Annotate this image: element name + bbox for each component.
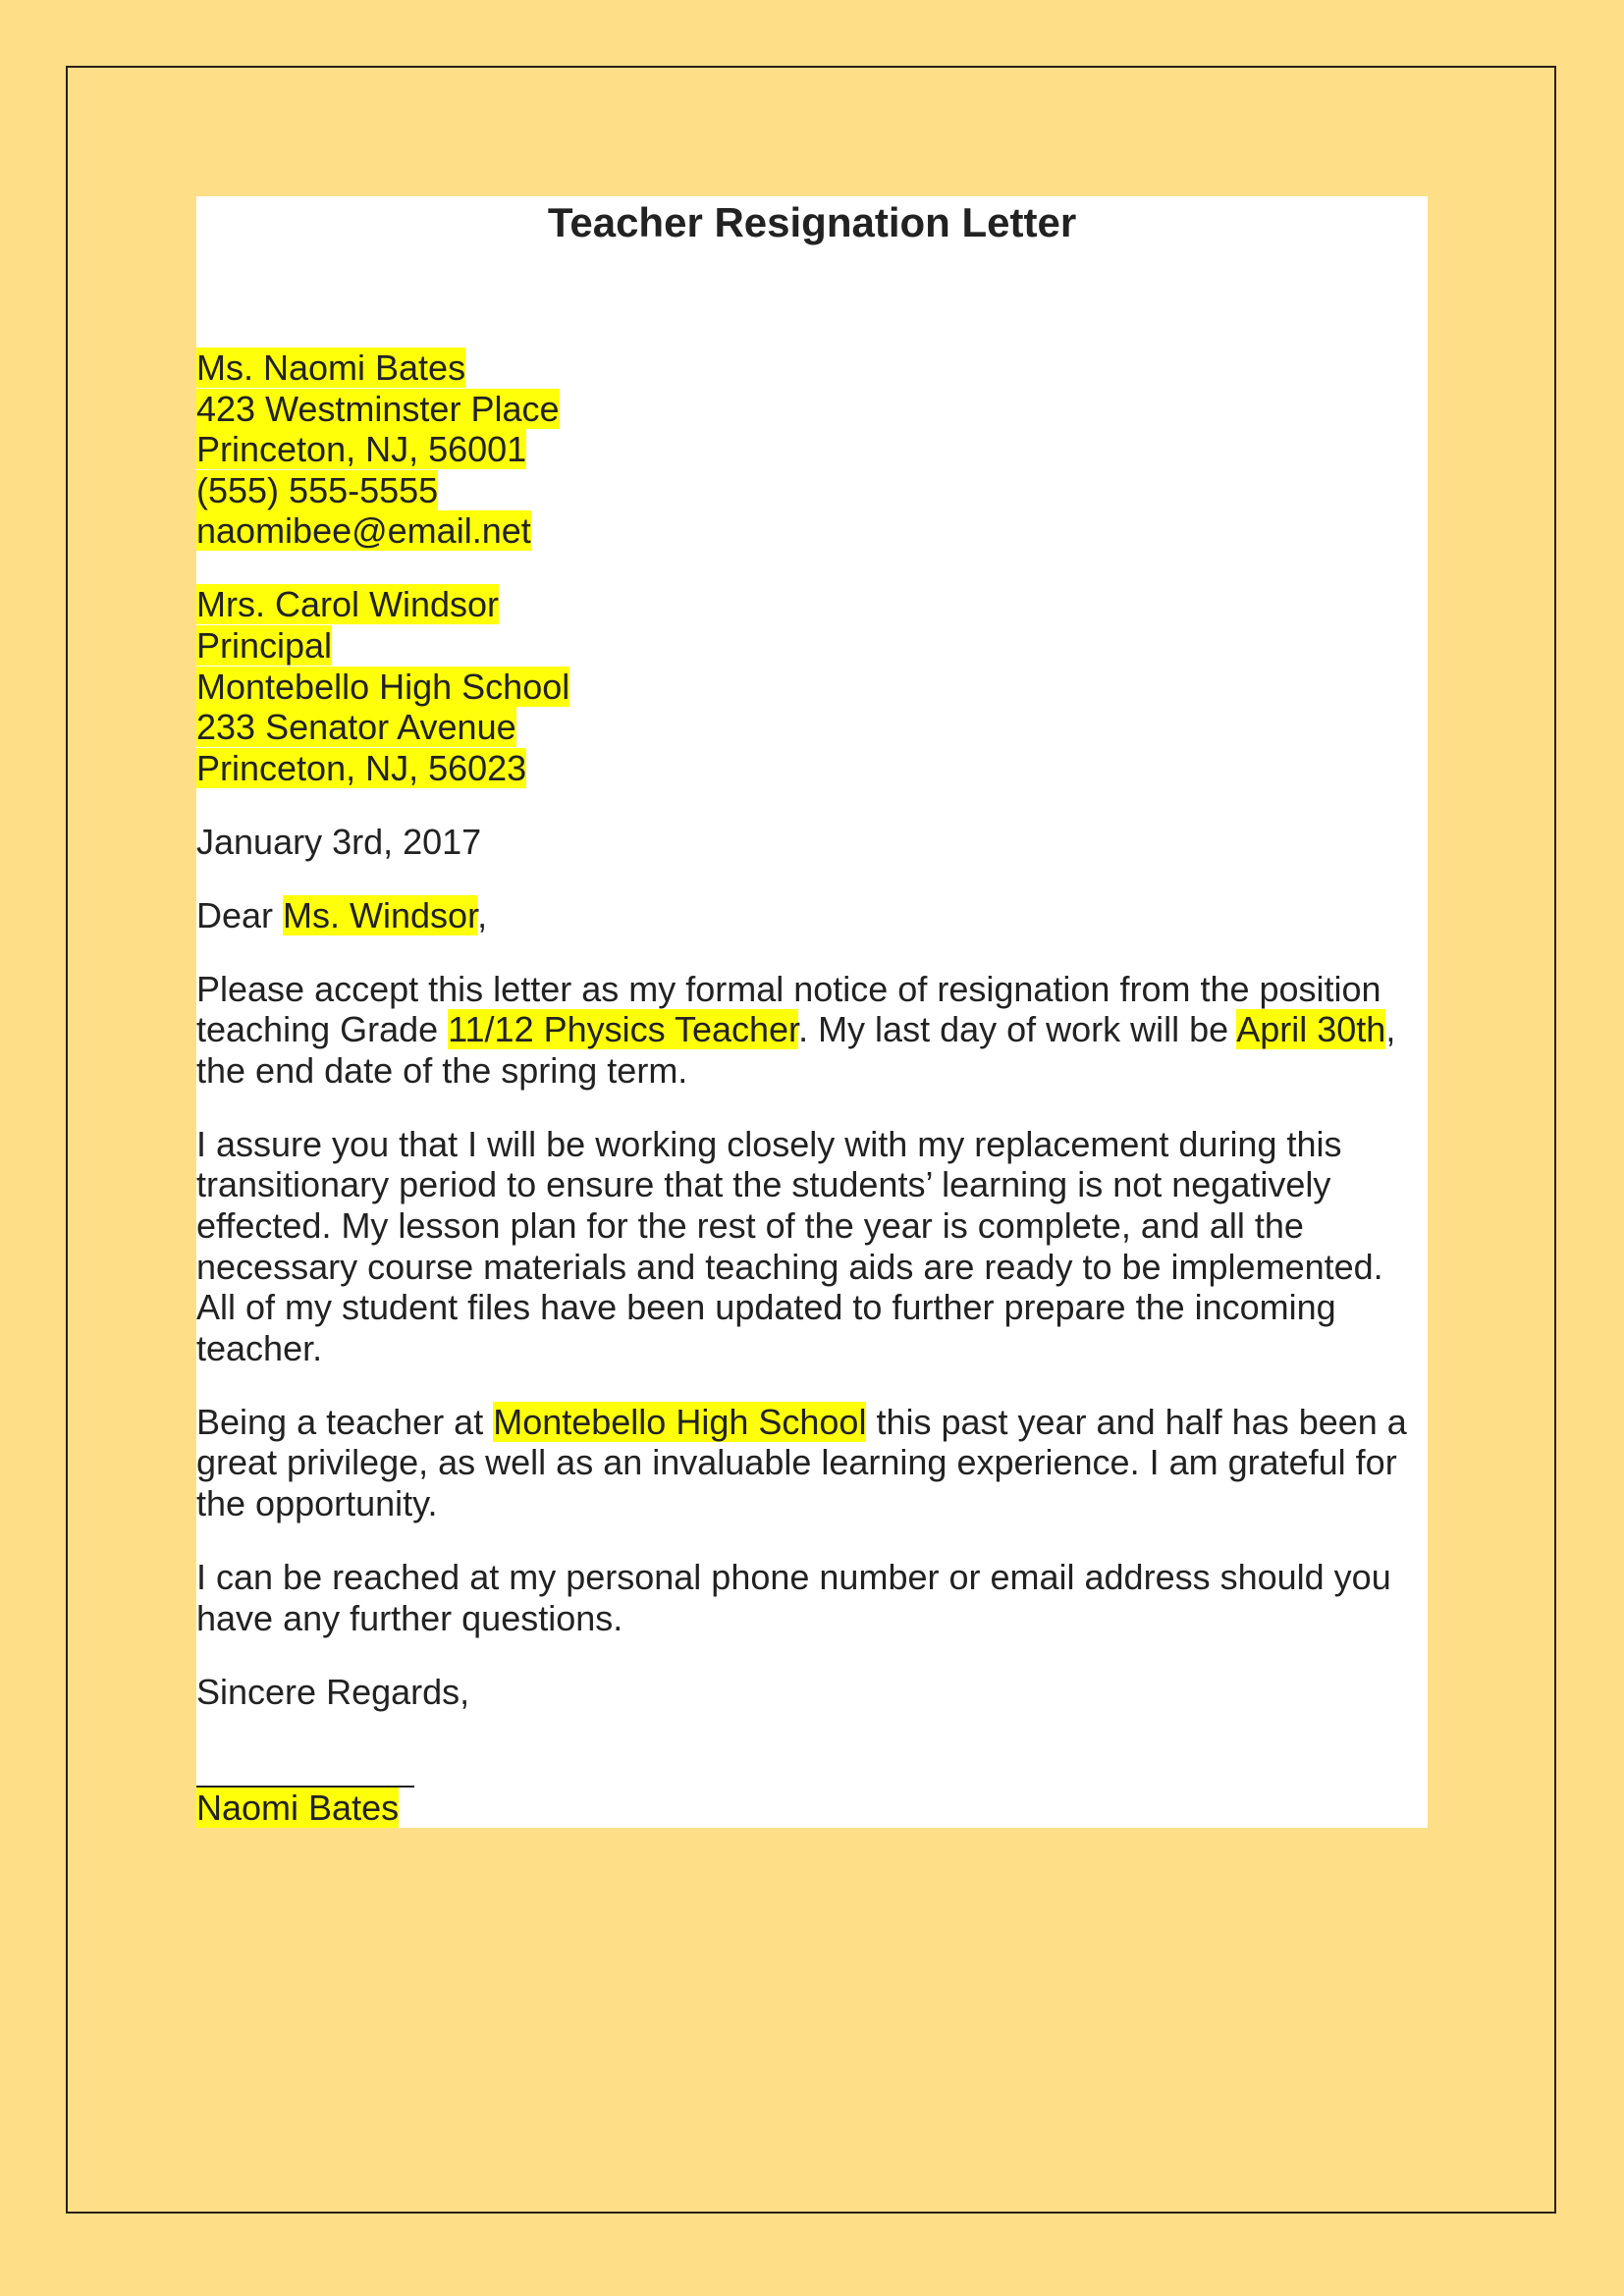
paragraph-resignation-notice <box>196 969 1428 1092</box>
paragraph-gratitude <box>196 1402 1428 1524</box>
salutation-prefix: Dear <box>196 894 284 935</box>
letter-title: Teacher Resignation Letter <box>547 199 1077 245</box>
sender-address-block <box>196 347 1428 552</box>
recipient-city-line: Princeton, NJ, 56023 <box>196 747 527 788</box>
last-day-date: April 30th <box>1236 1009 1386 1050</box>
paragraph-line: great privilege, as well as an invaluable learning experience. I am grateful for <box>196 1442 1397 1483</box>
salutation <box>196 895 1428 936</box>
paragraph-line <box>196 1009 1428 1050</box>
signature-name: Naomi Bates <box>196 1788 400 1829</box>
paragraph-line: I can be reached at my personal phone number or email address should you <box>196 1556 1391 1597</box>
paragraph-line: have any further questions. <box>196 1597 623 1638</box>
text-run: , <box>1385 1009 1396 1050</box>
recipient-school: Montebello High School <box>196 666 570 707</box>
paragraph-line: Please accept this letter as my formal notice of resignation from the position <box>196 968 1381 1009</box>
paragraph-line: transitionary period to ensure that the students’ learning is not negatively <box>196 1164 1331 1205</box>
school-name: Montebello High School <box>493 1401 867 1442</box>
letter-body <box>196 347 1428 1829</box>
signature-space <box>196 1745 1428 1787</box>
paragraph-line: All of my student files have been updated to further prepare the incoming <box>196 1287 1336 1328</box>
paragraph-line: the opportunity. <box>196 1483 438 1523</box>
recipient-name: Mrs. Carol Windsor <box>196 584 500 625</box>
paragraph-line <box>196 1402 1428 1443</box>
salutation-name: Ms. Windsor <box>283 894 478 935</box>
sender-name: Ms. Naomi Bates <box>196 347 466 388</box>
text-run: this past year and half has been a <box>866 1401 1407 1442</box>
position-title: 11/12 Physics Teacher <box>448 1009 799 1050</box>
letter-date: January 3rd, 2017 <box>196 821 482 862</box>
paragraph-transition <box>196 1124 1428 1369</box>
text-run: Being a teacher at <box>196 1401 494 1442</box>
recipient-street: 233 Senator Avenue <box>196 707 516 748</box>
paragraph-contact <box>196 1557 1428 1638</box>
sender-email: naomibee@email.net <box>196 510 531 552</box>
signature-block <box>196 1788 1428 1829</box>
paragraph-line: I assure you that I will be working closely with my replacement during this <box>196 1123 1342 1164</box>
paragraph-line: necessary course materials and teaching aids are ready to be implemented. <box>196 1246 1383 1287</box>
paragraph-line: teacher. <box>196 1327 323 1368</box>
paragraph-line: effected. My lesson plan for the rest of the year is complete, and all the <box>196 1205 1304 1247</box>
text-run: teaching Grade <box>196 1009 449 1050</box>
text-run: . My last day of work will be <box>798 1009 1237 1050</box>
letter-page <box>196 196 1428 1828</box>
recipient-title: Principal <box>196 624 333 666</box>
sender-street: 423 Westminster Place <box>196 388 560 429</box>
sender-city-line: Princeton, NJ, 56001 <box>196 429 527 470</box>
sender-phone: (555) 555-5555 <box>196 469 439 510</box>
recipient-address-block <box>196 584 1428 788</box>
paragraph-line: the end date of the spring term. <box>196 1049 688 1091</box>
salutation-suffix: , <box>477 894 488 935</box>
closing: Sincere Regards, <box>196 1671 470 1712</box>
